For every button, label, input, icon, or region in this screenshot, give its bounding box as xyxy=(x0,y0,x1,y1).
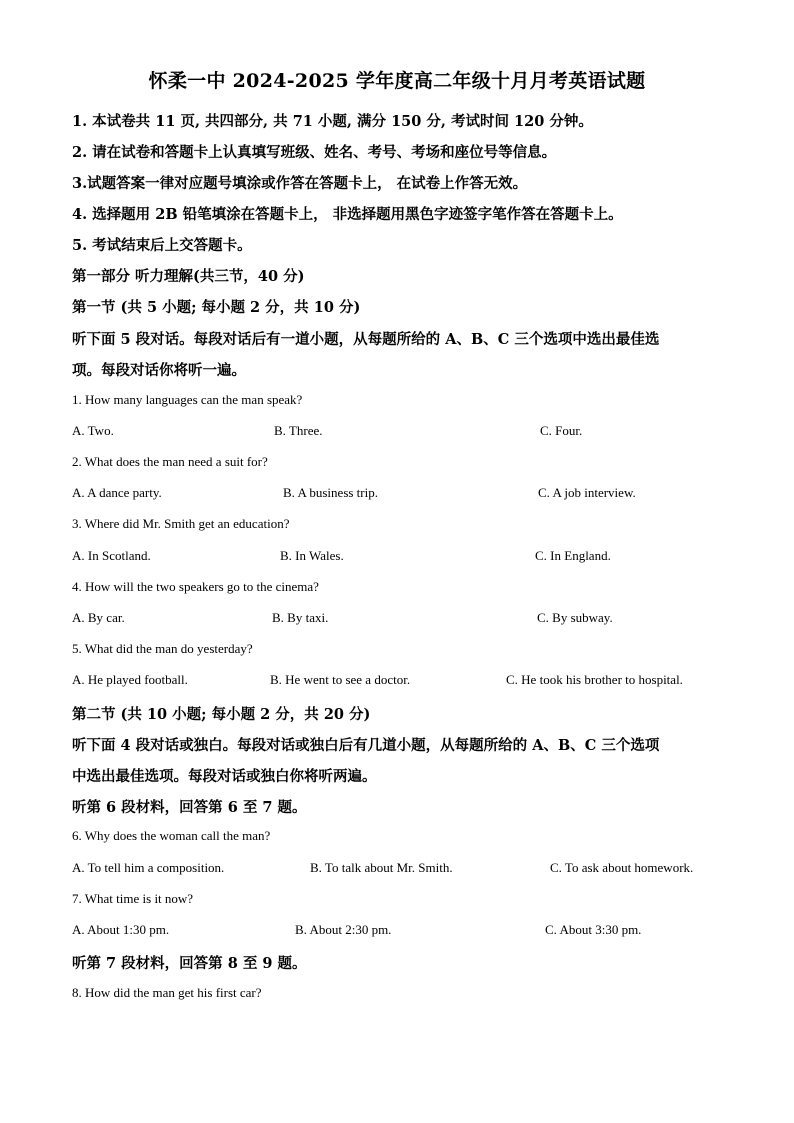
question-7: 7. What time is it now? xyxy=(72,891,194,906)
question-3: 3. Where did Mr. Smith get an education? xyxy=(72,516,290,531)
section2-directions: 听下面 4 段对话或独白。每段对话或独白后有几道小题，从每题所给的 A、B、C 三个选项 xyxy=(72,737,660,754)
question-5: 5. What did the man do yesterday? xyxy=(72,641,253,656)
q4-option-c: C. By subway. xyxy=(537,610,613,625)
q6-option-b: B. To talk about Mr. Smith. xyxy=(310,860,453,875)
q3-option-c: C. In England. xyxy=(535,548,611,563)
q2-option-c: C. A job interview. xyxy=(538,485,636,500)
q3-option-b: B. In Wales. xyxy=(280,548,344,563)
q1-option-a: A. Two. xyxy=(72,423,114,438)
question-4: 4. How will the two speakers go to the cinema? xyxy=(72,579,319,594)
q4-option-b: B. By taxi. xyxy=(272,610,329,625)
instruction-5: 5. 考试结束后上交答题卡。 xyxy=(72,237,252,254)
q7-option-c: C. About 3:30 pm. xyxy=(545,922,642,937)
q4-option-a: A. By car. xyxy=(72,610,125,625)
q5-option-c: C. He took his brother to hospital. xyxy=(506,672,683,687)
section2-heading: 第二节 (共 10 小题; 每小题 2 分，共 20 分) xyxy=(72,706,371,723)
question-1: 1. How many languages can the man speak? xyxy=(72,392,303,407)
q6-option-c: C. To ask about homework. xyxy=(550,860,694,875)
q3-option-a: A. In Scotland. xyxy=(72,548,151,563)
q7-option-a: A. About 1:30 pm. xyxy=(72,922,170,937)
instruction-1: 1. 本试卷共 11 页, 共四部分, 共 71 小题, 满分 150 分, 考试时间 120 分钟。 xyxy=(72,113,593,130)
q6-option-a: A. To tell him a composition. xyxy=(72,860,225,875)
section2-directions-cont: 中选出最佳选项。每段对话或独白你将听两遍。 xyxy=(72,768,377,785)
section1-heading: 第一节 (共 5 小题; 每小题 2 分，共 10 分) xyxy=(72,299,361,316)
q5-option-b: B. He went to see a doctor. xyxy=(270,672,411,687)
question-2: 2. What does the man need a suit for? xyxy=(72,454,268,469)
question-8: 8. How did the man get his first car? xyxy=(72,985,262,1000)
q1-option-c: C. Four. xyxy=(540,423,583,438)
passage-6-heading: 听第 6 段材料，回答第 6 至 7 题。 xyxy=(72,799,307,816)
instruction-2: 2. 请在试卷和答题卡上认真填写班级、姓名、考号、考场和座位号等信息。 xyxy=(72,144,557,161)
exam-title: 怀柔一中 2024-2025 学年度高二年级十月月考英语试题 xyxy=(148,70,646,92)
q5-option-a: A. He played football. xyxy=(72,672,188,687)
instruction-4: 4. 选择题用 2B 铅笔填涂在答题卡上， 非选择题用黑色字迹签字笔作答在答题卡上。 xyxy=(72,206,623,223)
instruction-3: 3.试题答案一律对应题号填涂或作答在答题卡上， 在试卷上作答无效。 xyxy=(72,175,528,192)
q2-option-a: A. A dance party. xyxy=(72,485,162,500)
question-6: 6. Why does the woman call the man? xyxy=(72,828,271,843)
passage-7-heading: 听第 7 段材料，回答第 8 至 9 题。 xyxy=(72,955,307,972)
q7-option-b: B. About 2:30 pm. xyxy=(295,922,392,937)
q1-option-b: B. Three. xyxy=(274,423,323,438)
q2-option-b: B. A business trip. xyxy=(283,485,378,500)
section1-directions-cont: 项。每段对话你将听一遍。 xyxy=(72,362,246,379)
part1-heading: 第一部分 听力理解(共三节，40 分) xyxy=(72,268,305,285)
section1-directions: 听下面 5 段对话。每段对话后有一道小题，从每题所给的 A、B、C 三个选项中选出最佳选 xyxy=(72,331,660,348)
